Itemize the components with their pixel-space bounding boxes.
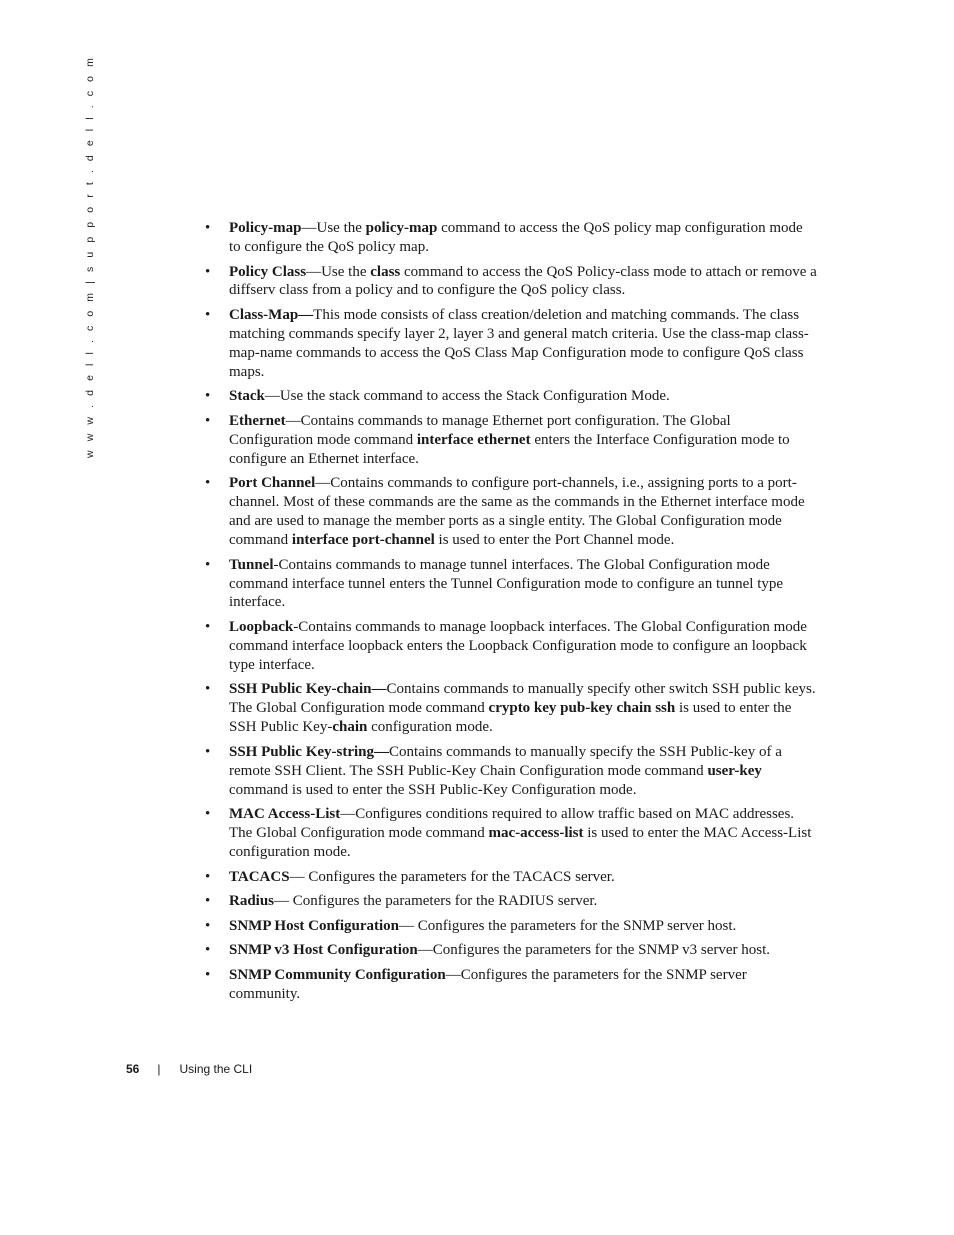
bold-term: SSH Public Key-chain— [229, 681, 387, 698]
body-text: configuration mode. [367, 719, 493, 736]
bold-term: policy-map [365, 220, 438, 236]
bold-term: SNMP Community Configuration [229, 967, 446, 984]
body-text: Contains commands to manually specify other switch SSH public keys. The Global Configuration mode command [229, 681, 816, 717]
bold-term: SSH Public Key-string— [229, 743, 390, 760]
body-text: is used to enter the MAC Access-List configuration mode. [229, 825, 812, 861]
bold-term: Policy-map [229, 220, 302, 236]
bold-term: SNMP v3 Host Configuration [229, 942, 418, 959]
bold-term: interface port-channel [291, 532, 435, 549]
bullet-marker: • [205, 388, 211, 405]
bullet-marker: • [205, 220, 211, 236]
body-text: command to access the QoS policy map configuration mode to configure the QoS policy map. [229, 220, 803, 255]
body-text: command to access the QoS Policy-class mode to attach or remove a diffserv class from a policy and to configure the QoS policy class. [229, 263, 817, 299]
body-text: enters the Interface Configuration mode to configure an Ethernet interface. [229, 431, 790, 467]
bullet-item [205, 805, 817, 862]
bold-term: MAC Access-List [229, 806, 341, 823]
bullet-marker: • [205, 307, 211, 323]
body-text: is used to enter the Port Channel mode. [434, 532, 675, 549]
body-text: — Configures the parameters for the RADIUS server. [274, 893, 598, 910]
bullet-marker: • [205, 893, 211, 910]
bullet-item [205, 743, 817, 800]
body-text: command is used to enter the SSH Public-Key Configuration mode. [229, 781, 637, 798]
body-text: is used to enter the SSH Public Key- [229, 700, 792, 736]
body-text: —Configures the parameters for the SNMP server community. [229, 967, 747, 1002]
body-text: — Configures the parameters for the TACACS server. [289, 868, 615, 885]
body-text: —Configures conditions required to allow traffic based on MAC addresses. The Global Configuration mode command [229, 806, 795, 842]
bullet-marker: • [205, 475, 211, 492]
bullet-marker: • [205, 806, 211, 823]
bullet-item [205, 556, 817, 613]
bullet-marker: • [205, 263, 211, 280]
bullet-item [205, 306, 817, 382]
bullet-item [205, 474, 817, 550]
page-number: 56 [126, 1062, 140, 1076]
bullet-item [205, 618, 817, 675]
body-text: —Use the stack command to access the Stack Configuration Mode. [264, 388, 670, 405]
bold-term: chain [332, 719, 368, 736]
body-text: -Contains commands to manage tunnel interfaces. The Global Configuration mode command interface tunnel enters the Tunnel Configuration mode to configure an tunnel type interface. [229, 556, 784, 611]
bullet-marker: • [205, 743, 211, 760]
bold-term: user-key [707, 762, 762, 779]
bullet-marker: • [205, 917, 211, 934]
bullet-marker: • [205, 942, 211, 959]
bold-term: Class-Map— [229, 307, 314, 323]
bullet-marker: • [205, 556, 211, 573]
bullet-marker: • [205, 681, 211, 698]
bold-term: interface ethernet [416, 431, 531, 448]
body-text: This mode consists of class creation/deletion and matching commands. The class matching commands specify layer 2, layer 3 and general match criteria. Use the class-map class-map-name commands to access the QoS Class Map Configuration mode to configure QoS class maps. [229, 307, 809, 380]
bold-term: crypto key pub-key chain ssh [488, 700, 676, 717]
bold-term: Policy Class [229, 263, 307, 280]
bullet-marker: • [205, 868, 211, 885]
bullet-item [205, 868, 817, 887]
bullet-marker: • [205, 412, 211, 429]
bold-term: Port Channel [229, 475, 316, 492]
bullet-item [205, 892, 817, 911]
bullet-item [205, 917, 817, 936]
body-text: —Configures the parameters for the SNMP v3 server host. [417, 942, 771, 959]
body-text: -Contains commands to manage loopback interfaces. The Global Configuration mode command interface loopback enters the Loopback Configuration mode to configure an loopback type interface. [229, 619, 807, 673]
body-text: — Configures the parameters for the SNMP server host. [399, 917, 737, 934]
bullet-list [205, 219, 817, 1004]
bold-term: Ethernet [229, 412, 286, 429]
bold-term: Stack [229, 388, 265, 405]
page-footer [126, 1062, 252, 1080]
side-url: w w w . d e l l . c o m | s u p p o r t . d e l l . c o m [84, 55, 96, 458]
footer-separator: | [157, 1062, 161, 1076]
bullet-item [205, 412, 817, 469]
body-text: —Use the [301, 220, 366, 236]
bullet-marker: • [205, 619, 211, 636]
page-body [205, 219, 817, 1010]
bold-term: Radius [229, 893, 275, 910]
bullet-item [205, 966, 817, 1004]
bullet-item [205, 263, 817, 301]
bullet-marker: • [205, 967, 211, 984]
body-text: —Contains commands to manage Ethernet port configuration. The Global Configuration mode command [229, 412, 731, 448]
bold-term: SNMP Host Configuration [229, 917, 400, 934]
bullet-item [205, 219, 817, 257]
bullet-item [205, 941, 817, 960]
bold-term: TACACS [229, 868, 290, 885]
bullet-item [205, 387, 817, 406]
bullet-item [205, 680, 817, 737]
bold-term: Tunnel [229, 556, 274, 573]
body-text: —Contains commands to configure port-channels, i.e., assigning ports to a port-channel. Most of these commands are the same as the commands in the Ethernet interface mode and are used to manage the member ports as a single entity. The Global Configuration mode command [229, 475, 805, 549]
bold-term: Loopback [229, 619, 294, 636]
body-text: Contains commands to manually specify the SSH Public-key of a remote SSH Client. The SSH Public-Key Chain Configuration mode command [229, 743, 782, 779]
body-text: —Use the [306, 263, 371, 280]
bold-term: class [370, 263, 401, 280]
footer-section-title: Using the CLI [179, 1062, 253, 1076]
bold-term: mac-access-list [488, 825, 584, 842]
